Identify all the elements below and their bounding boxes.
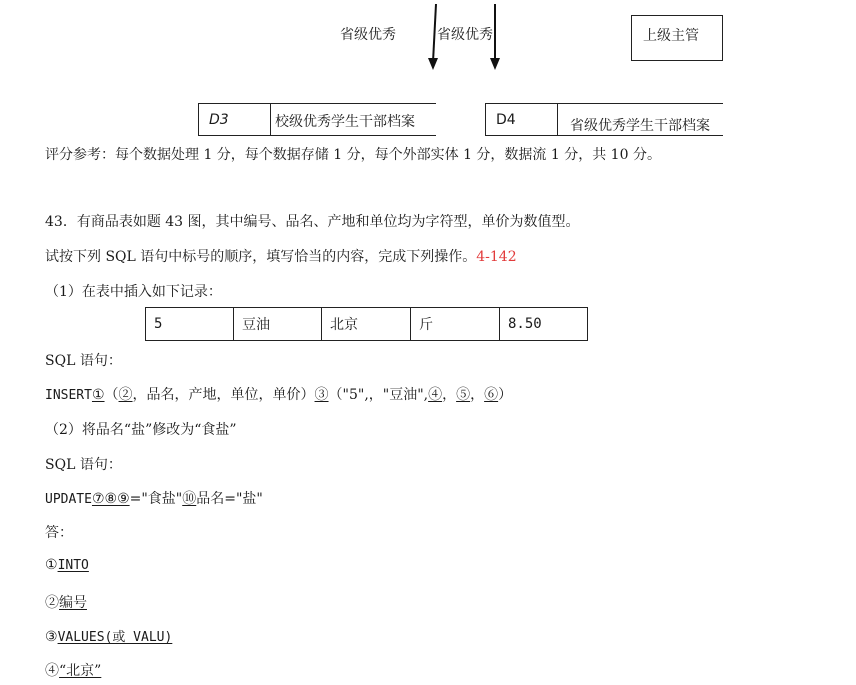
insert-keyword: INSERT [45, 388, 92, 403]
data-store-d4 [485, 103, 723, 136]
answer-3-num: ③ [45, 629, 58, 645]
question-43-intro: 43．有商品表如题 43 图，其中编号、品名、产地和单位均为字符型，单价为数值型。 [45, 214, 580, 230]
record-table [145, 307, 588, 341]
entity-superior-label: 上级主管 [643, 28, 699, 44]
insert-text-2: （ [104, 387, 119, 403]
answer-1-text: INTO [57, 558, 89, 573]
update-statement [45, 488, 263, 508]
update-keyword: UPDATE [45, 492, 92, 507]
flow-label-right: 省级优秀 [437, 27, 493, 43]
blank-6: ⑥ [484, 387, 499, 403]
blank-7-8-9: ⑦⑧⑨ [91, 491, 130, 507]
answer-2 [45, 592, 87, 612]
answer-4-num: ④ [45, 663, 59, 679]
blank-3: ③ [314, 387, 329, 403]
arrowhead-right [490, 58, 500, 70]
blank-4: ④ [428, 387, 443, 403]
record-cell-unit: 斤 [411, 308, 500, 341]
arrowhead-left [428, 58, 438, 70]
data-store-d3-name: 校级优秀学生干部档案 [275, 114, 415, 130]
answer-1 [45, 557, 89, 573]
scoring-note: 评分参考：每个数据处理 1 分，每个数据存储 1 分，每个外部实体 1 分，数据流 1 分，共 10 分。 [45, 147, 661, 163]
record-cell-name: 豆油 [234, 308, 322, 341]
data-store-d3-divider [270, 104, 271, 135]
answer-label: 答： [45, 525, 73, 541]
blank-2: ② [118, 387, 133, 403]
entity-superior [631, 15, 723, 61]
insert-statement [45, 384, 512, 404]
data-store-d4-name: 省级优秀学生干部档案 [570, 118, 710, 134]
sql-label-2: SQL 语句： [45, 457, 122, 473]
answer-3 [45, 626, 172, 645]
update-text-2: ="食盐" [129, 491, 183, 507]
answer-2-text: 编号 [59, 595, 87, 611]
flow-label-left: 省级优秀 [340, 27, 396, 43]
instruction-text: 试按下列 SQL 语句中标号的顺序，填写恰当的内容，完成下列操作。 [45, 249, 477, 265]
sql-label-1: SQL 语句： [45, 353, 122, 369]
data-store-d3-id: D3 [209, 112, 229, 128]
arrow-line-left [433, 4, 436, 62]
part-1-title: （1）在表中插入如下记录： [45, 284, 222, 300]
update-text-3: 品名="盐" [196, 491, 263, 507]
record-cell-id: 5 [146, 308, 234, 341]
answer-3-text: VALUES(或 VALU) [57, 630, 173, 645]
answer-1-num: ① [45, 557, 58, 573]
blank-10: ⑩ [182, 491, 197, 507]
reference-code: 4-142 [476, 249, 517, 265]
blank-5: ⑤ [456, 387, 471, 403]
record-row [146, 308, 588, 341]
part-2-title: （2）将品名“盐”修改为“食盐” [45, 422, 237, 438]
insert-text-7: ） [498, 387, 513, 403]
data-store-d4-divider [557, 104, 558, 135]
blank-1: ① [91, 387, 105, 403]
insert-text-5: ， [442, 387, 457, 403]
answer-4 [45, 660, 101, 680]
answer-4-text: “北京” [59, 663, 102, 679]
insert-text-4: （"5",，"豆油", [328, 387, 429, 403]
record-cell-origin: 北京 [322, 308, 411, 341]
record-cell-price: 8.50 [500, 308, 588, 341]
question-43-instruction [45, 246, 517, 266]
data-store-d3 [198, 103, 436, 136]
answer-2-num: ② [45, 595, 59, 611]
data-store-d4-id: D4 [496, 112, 516, 128]
flow-arrows [0, 0, 856, 80]
insert-text-6: ， [470, 387, 485, 403]
insert-text-3: ，品名，产地，单位，单价） [132, 387, 315, 403]
